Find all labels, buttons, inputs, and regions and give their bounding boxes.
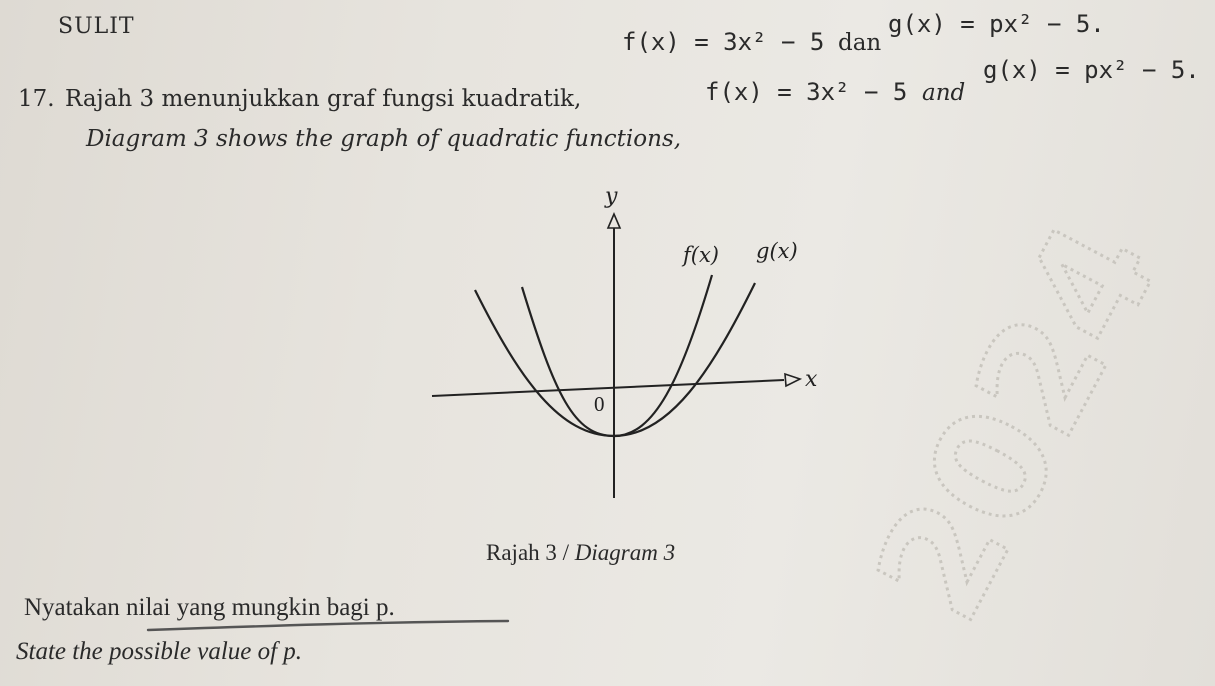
curve-f-label: f(x) bbox=[683, 243, 720, 267]
watermark-2024 bbox=[843, 196, 1195, 660]
conjunction-malay: dan bbox=[838, 30, 882, 56]
g-expression-malay: g(x) = px² − 5. bbox=[888, 10, 1105, 38]
header-sulit: SULIT bbox=[58, 14, 135, 39]
curve-g-label: g(x) bbox=[756, 239, 798, 263]
prompt-malay: Nyatakan nilai yang mungkin bagi p. bbox=[24, 594, 395, 621]
conjunction-english: and bbox=[922, 80, 966, 106]
watermark-text: 2024 bbox=[843, 196, 1193, 647]
f-expression-malay: f(x) = 3x² − 5 bbox=[622, 28, 825, 56]
underline-stroke bbox=[148, 621, 508, 630]
caption-malay: Rajah 3 / bbox=[486, 540, 575, 565]
f-expression-english: f(x) = 3x² − 5 bbox=[705, 78, 908, 106]
origin-label: 0 bbox=[594, 392, 605, 416]
intro-english-text: Diagram 3 shows the graph of quadratic functions, bbox=[86, 126, 682, 152]
intro-malay-text: Rajah 3 menunjukkan graf fungsi kuadratik, bbox=[65, 86, 582, 112]
g-expression-english: g(x) = px² − 5. bbox=[983, 56, 1200, 84]
y-axis-label: y bbox=[605, 184, 618, 209]
prompt-english: State the possible value of p. bbox=[16, 638, 303, 665]
caption-english: Diagram 3 bbox=[574, 540, 676, 565]
x-axis-label: x bbox=[805, 367, 818, 392]
question-number: 17. bbox=[18, 86, 55, 112]
